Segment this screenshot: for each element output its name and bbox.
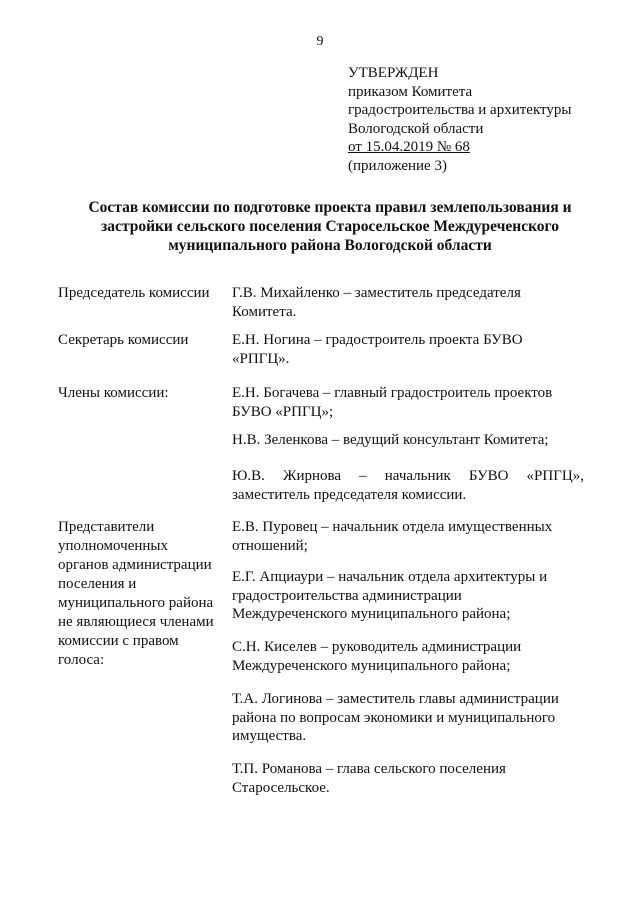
entry-line: Г.В. Михайленко – заместитель председателя — [232, 285, 521, 301]
entry-chair — [232, 284, 584, 321]
entry-rep-4 — [232, 690, 584, 746]
approval-appendix: (приложение 3) — [348, 157, 447, 174]
entry-secretary — [232, 331, 584, 368]
role-label: Члены комиссии: — [58, 385, 169, 401]
document-title — [60, 198, 600, 255]
role-label-line: уполномоченных — [58, 538, 168, 554]
entry-line: заместитель председателя комиссии. — [232, 486, 467, 503]
role-label: Председатель комиссии — [58, 285, 210, 301]
approval-date: от 15.04.2019 № 68 — [348, 139, 470, 155]
approval-line: УТВЕРЖДЕН — [348, 65, 439, 81]
approval-line: приказом Комитета — [348, 83, 473, 100]
entry-line: Т.А. Логинова – заместитель главы администрации — [232, 691, 559, 707]
role-chair — [58, 284, 230, 303]
page-number: 9 — [316, 34, 324, 49]
entry-rep-2 — [232, 568, 584, 624]
entry-line: Е.Н. Ногина – градостроитель проекта БУВО — [232, 332, 523, 348]
entry-line: С.Н. Киселев – руководитель администрации — [232, 639, 522, 655]
role-label-line: не являющиеся членами — [58, 614, 214, 630]
entry-line: имущества. — [232, 728, 307, 744]
title-line: застройки сельского поселения Старосельское Междуреченского — [101, 218, 559, 235]
role-label-line: поселения и — [58, 576, 137, 592]
entry-member-1 — [232, 384, 584, 421]
entry-line: Комитета. — [232, 303, 297, 320]
role-label: Секретарь комиссии — [58, 332, 189, 348]
title-line: муниципального района Вологодской области — [168, 237, 492, 254]
entry-rep-3 — [232, 638, 584, 675]
entry-line: градостроительства администрации — [232, 587, 462, 604]
role-label-line: Представители — [58, 519, 155, 535]
entry-line: Междуреченского муниципального района; — [232, 606, 511, 622]
entry-line: БУВО «РПГЦ»; — [232, 403, 334, 420]
entry-member-3 — [232, 467, 584, 504]
entry-line: Междуреченского муниципального района; — [232, 657, 511, 674]
role-label-line: муниципального района — [58, 595, 214, 611]
entry-line: «РПГЦ». — [232, 350, 290, 367]
entry-line: Е.Г. Апциаури – начальник отдела архитектуры и — [232, 569, 548, 585]
entry-line: Ю.В. Жирнова – начальник БУВО «РПГЦ», — [232, 468, 584, 484]
approval-stamp — [348, 64, 628, 175]
role-secretary — [58, 331, 230, 350]
entry-rep-1 — [232, 518, 584, 555]
entry-member-2 — [232, 431, 584, 450]
entry-line: Е.Н. Богачева – главный градостроитель проектов — [232, 385, 553, 401]
entry-line: Т.П. Романова – глава сельского поселения — [232, 761, 506, 777]
role-representatives — [58, 518, 230, 670]
entry-line: района по вопросам экономики и муниципального — [232, 709, 556, 726]
approval-line: Вологодской области — [348, 120, 484, 137]
entry-line: Е.В. Пуровец – начальник отдела имущественных — [232, 519, 553, 535]
approval-line: градостроительства и архитектуры — [348, 102, 572, 118]
title-line: Состав комиссии по подготовке проекта правил землепользования и — [88, 199, 572, 216]
role-label-line: голоса: — [58, 652, 105, 668]
role-members — [58, 384, 230, 403]
entry-line: отношений; — [232, 537, 308, 554]
entry-line: Н.В. Зеленкова – ведущий консультант Комитета; — [232, 432, 549, 448]
role-label-line: комиссии с правом — [58, 633, 179, 649]
role-label-line: органов администрации — [58, 557, 212, 573]
entry-rep-5 — [232, 760, 584, 797]
entry-line: Старосельское. — [232, 779, 330, 796]
